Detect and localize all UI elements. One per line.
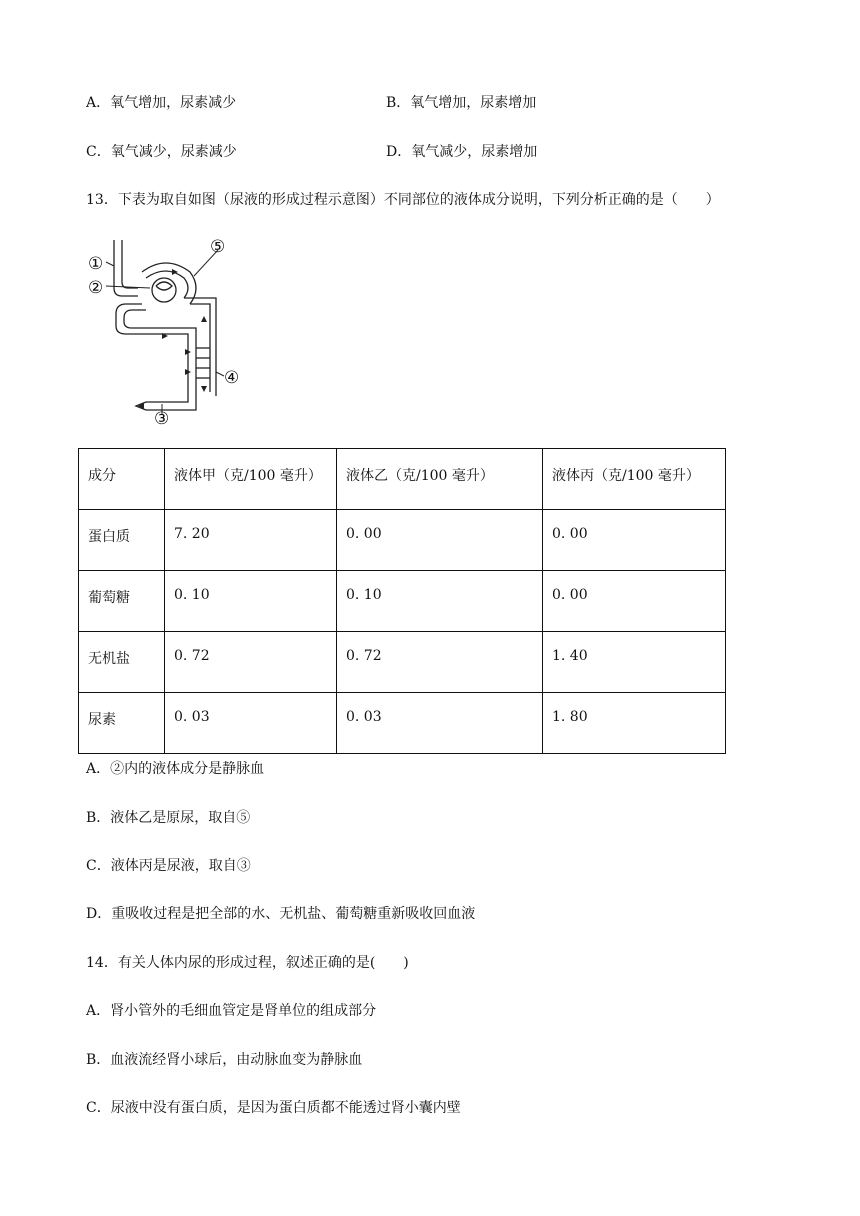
nephron-diagram: [86, 232, 246, 428]
table-row: [79, 693, 726, 754]
diagram-label-4: ④: [224, 368, 240, 388]
q14-option-c: C．尿液中没有蛋白质，是因为蛋白质都不能透过肾小囊内壁: [86, 1100, 461, 1116]
table-cell: 0. 03: [165, 693, 337, 754]
q13-option-a: A．②内的液体成分是静脉血: [86, 761, 265, 777]
table-cell: 7. 20: [165, 510, 337, 571]
table-cell: 0. 03: [337, 693, 543, 754]
table-cell: 0. 72: [165, 632, 337, 693]
table-cell: 0. 10: [337, 571, 543, 632]
table-cell: 尿素: [79, 693, 165, 754]
table-cell: 0. 00: [543, 571, 726, 632]
table-header-cell: 液体丙（克/100 毫升）: [543, 449, 726, 510]
table-cell: 葡萄糖: [79, 571, 165, 632]
q13-option-d: D．重吸收过程是把全部的水、无机盐、葡萄糖重新吸收回血液: [86, 906, 476, 922]
q14-option-b: B．血液流经肾小球后，由动脉血变为静脉血: [86, 1052, 363, 1068]
table-cell: 0. 00: [337, 510, 543, 571]
q12-option-b: B．氧气增加，尿素增加: [386, 95, 537, 111]
q14-stem: 14．有关人体内尿的形成过程，叙述正确的是( ): [86, 955, 409, 971]
table-row: [79, 510, 726, 571]
q13-option-b: B．液体乙是原尿，取自⑤: [86, 810, 251, 826]
fluid-composition-table: [78, 448, 726, 754]
table-cell: 0. 10: [165, 571, 337, 632]
table-row: [79, 571, 726, 632]
table-cell: 1. 40: [543, 632, 726, 693]
q14-option-a: A．肾小管外的毛细血管定是肾单位的组成部分: [86, 1003, 377, 1019]
table-cell: 无机盐: [79, 632, 165, 693]
diagram-label-1: ①: [88, 254, 104, 274]
table-cell: 1. 80: [543, 693, 726, 754]
diagram-label-5: ⑤: [210, 237, 226, 257]
q12-option-c: C．氧气减少，尿素减少: [86, 144, 237, 160]
q13-option-c: C．液体丙是尿液，取自③: [86, 858, 251, 874]
table-cell: 0. 00: [543, 510, 726, 571]
table-header-row: [79, 449, 726, 510]
q12-option-a: A．氧气增加，尿素减少: [86, 95, 237, 111]
table-cell: 0. 72: [337, 632, 543, 693]
q13-stem: 13．下表为取自如图（尿液的形成过程示意图）不同部位的液体成分说明，下列分析正确的是（ ）: [86, 192, 720, 208]
diagram-label-3: ③: [154, 409, 170, 428]
diagram-label-2: ②: [88, 278, 104, 298]
table-cell: 蛋白质: [79, 510, 165, 571]
table-header-cell: 液体乙（克/100 毫升）: [337, 449, 543, 510]
table-header-cell: 液体甲（克/100 毫升）: [165, 449, 337, 510]
q12-option-d: D．氧气减少，尿素增加: [386, 144, 538, 160]
table-header-cell: 成分: [79, 449, 165, 510]
table-row: [79, 632, 726, 693]
